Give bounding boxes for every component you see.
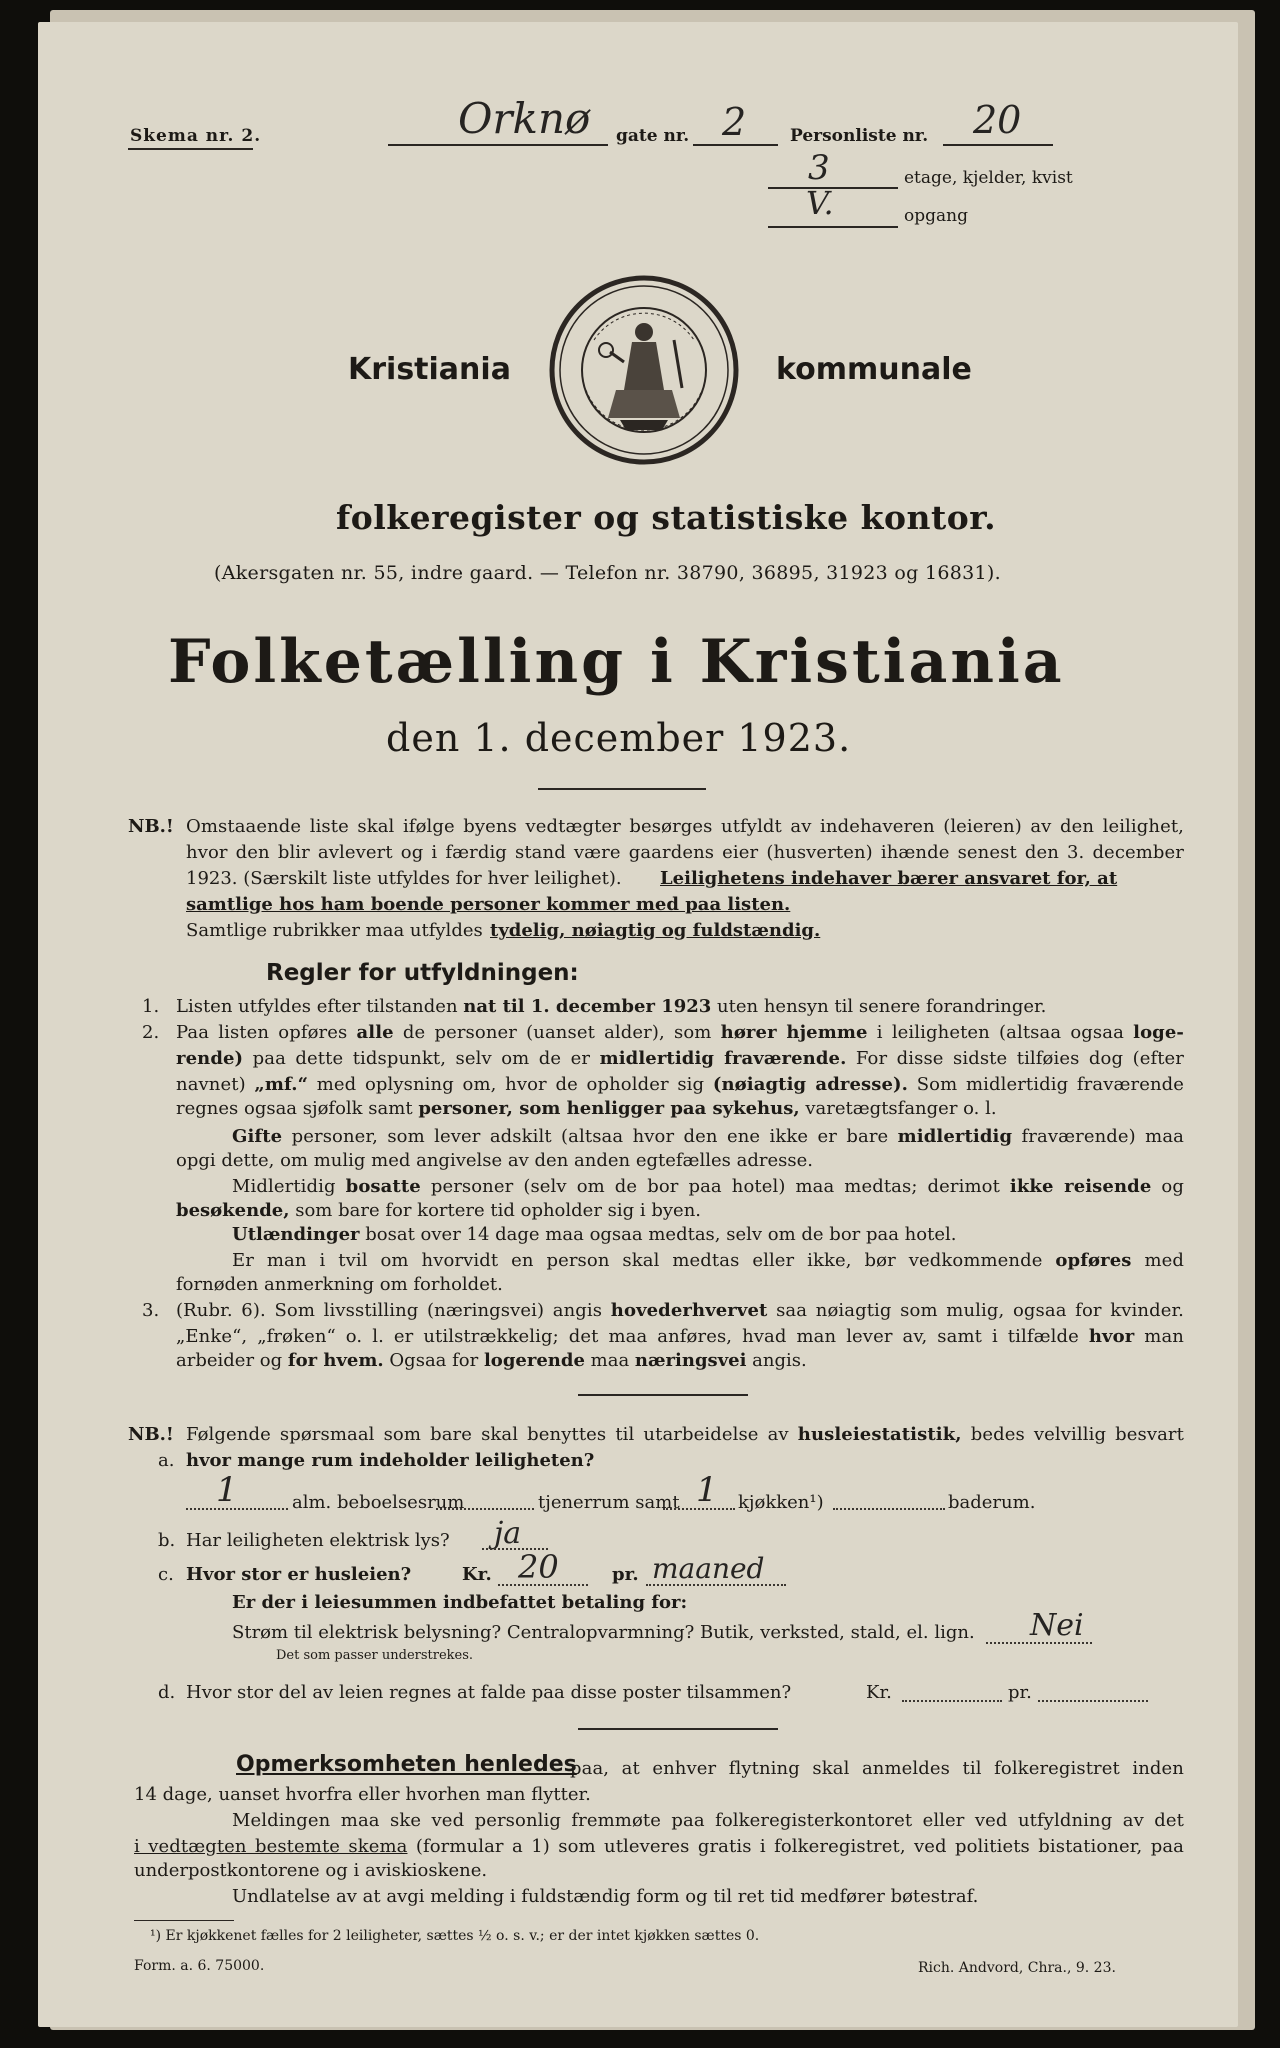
r2l1b: alle bbox=[356, 1022, 394, 1043]
r2l3b: „mf.“ bbox=[254, 1074, 309, 1095]
opgang-label: opgang bbox=[904, 206, 968, 226]
kristiania-seal bbox=[524, 270, 764, 470]
nb2-line-1 bbox=[186, 1422, 1184, 1448]
r2l3d: (nøiagtig adresse). bbox=[712, 1074, 909, 1095]
rule-1c: uten hensyn til senere forandringer. bbox=[717, 996, 1047, 1017]
nb1-line-3b: Leilighetens indehaver bærer ansvaret for, at bbox=[660, 868, 1118, 889]
r3l3d: logerende bbox=[483, 1350, 585, 1371]
nb-label-1: NB.! bbox=[128, 816, 174, 837]
bad-label: baderum. bbox=[948, 1492, 1036, 1513]
notice-l4a: i vedtægten bestemte skema bbox=[134, 1836, 408, 1857]
r2l8a: besøkende, bbox=[176, 1200, 290, 1221]
q-c-note: Det som passer understrekes. bbox=[276, 1648, 474, 1663]
r2l5a: Gifte bbox=[232, 1126, 283, 1147]
r2l10a: Er man i tvil om hvorvidt en person skal medtas eller ikke, bør vedkommende bbox=[232, 1250, 1043, 1271]
r3l2c: man bbox=[1144, 1326, 1184, 1347]
q-c-items: Strøm til elektrisk belysning? Centralopvarmning? Butik, verksted, stald, el. lign. bbox=[232, 1622, 975, 1643]
rules-heading: Regler for utfyldningen: bbox=[266, 960, 579, 986]
r3l3b: for hvem. bbox=[287, 1350, 384, 1371]
rule-2-number: 2. bbox=[142, 1022, 160, 1043]
census-form bbox=[38, 22, 1238, 2027]
r3l1b: hovederhvervet bbox=[610, 1300, 768, 1321]
r2l9a: Utlændinger bbox=[232, 1224, 360, 1245]
r2l10c: med bbox=[1144, 1250, 1184, 1271]
office-address: (Akersgaten nr. 55, indre gaard. — Telefon nr. 38790, 36895, 31923 og 16831). bbox=[214, 562, 1001, 584]
personliste-label: Personliste nr. bbox=[790, 126, 929, 146]
r2l1a: Paa listen opføres bbox=[176, 1022, 348, 1043]
rum-label: alm. beboelsesrum bbox=[292, 1492, 465, 1513]
r3l3g: angis. bbox=[752, 1350, 807, 1371]
r2l7a: Midlertidig bbox=[232, 1176, 336, 1197]
rule-3-line-3 bbox=[176, 1350, 807, 1371]
street-handwritten: Orknø bbox=[458, 94, 591, 143]
notice-line-3: Meldingen maa ske ved personlig fremmøte paa folkeregisterkontoret eller ved utfyldning av det bbox=[232, 1810, 1184, 1831]
d-pr-label: pr. bbox=[1008, 1682, 1032, 1703]
q-c-question: Hvor stor er husleien? bbox=[186, 1564, 412, 1585]
r2l4a: regnes ogsaa sjøfolk samt bbox=[176, 1098, 413, 1119]
r2l7b: bosatte bbox=[345, 1176, 421, 1197]
husleie-kr-label: Kr. bbox=[462, 1564, 492, 1585]
notice-l4b: (formular a 1) som utleveres gratis i folkeregistret, ved politiets bistationer, paa bbox=[415, 1836, 1184, 1857]
r2l1d: hører hjemme bbox=[720, 1022, 868, 1043]
r3l3c: Ogsaa for bbox=[389, 1350, 479, 1371]
r3l2a: „Enke“, „frøken“ o. l. er utilstrækkelig; det maa anføres, hvad man lever av, samt i tilfælde bbox=[176, 1326, 1079, 1347]
r2l2d: For disse sidste tilføies dog (efter bbox=[855, 1048, 1184, 1069]
r2l3e: Som midlertidig fraværende bbox=[916, 1074, 1185, 1095]
r2l3a: navnet) bbox=[176, 1074, 246, 1095]
rule-2-line-1 bbox=[176, 1020, 1184, 1046]
r2l1e: i leiligheten (altsaa ogsaa bbox=[876, 1022, 1124, 1043]
r2l2c: midlertidig fraværende. bbox=[599, 1048, 847, 1069]
r2l5b: personer, som lever adskilt (altsaa hvor den ene ikke er bare bbox=[291, 1126, 889, 1147]
skema-label: Skema nr. 2. bbox=[130, 126, 262, 146]
rule-3-number: 3. bbox=[142, 1300, 160, 1321]
footnote: ¹) Er kjøkkenet fælles for 2 leiligheter, sættes ½ o. s. v.; er der intet kjøkken sættes 0. bbox=[150, 1928, 760, 1944]
tjener-label: tjenerrum samt bbox=[538, 1492, 680, 1513]
r2l4b: personer, som henligger paa sykehus, bbox=[418, 1098, 800, 1119]
nb1-line-5b: tydelig, nøiagtig og fuldstændig. bbox=[490, 920, 821, 941]
r2l1c: de personer (uanset alder), som bbox=[402, 1022, 712, 1043]
personliste-handwritten: 20 bbox=[973, 98, 1022, 142]
opgang-handwritten: V. bbox=[806, 184, 834, 222]
rule-2-line-8 bbox=[176, 1200, 701, 1221]
husleie-amount-handwritten: 20 bbox=[518, 1548, 559, 1586]
rum-handwritten: 1 bbox=[216, 1470, 238, 1510]
q-b-label: b. bbox=[158, 1530, 176, 1551]
r2l9b: bosat over 14 dage maa ogsaa medtas, selv om de bor paa hotel. bbox=[365, 1224, 957, 1245]
kjokken-handwritten: 1 bbox=[696, 1470, 718, 1510]
c-items-handwritten: Nei bbox=[1030, 1608, 1084, 1643]
street-line bbox=[388, 144, 608, 146]
rule-2-line-6: opgi dette, om mulig med angivelse av den anden egtefælles adresse. bbox=[176, 1150, 813, 1171]
q-a-question: hvor mange rum indeholder leiligheten? bbox=[186, 1450, 595, 1471]
nb2l1b: husleiestatistik, bbox=[797, 1424, 962, 1445]
r2l2b: paa dette tidspunkt, selv om de er bbox=[252, 1048, 591, 1069]
r3l1a: (Rubr. 6). Som livsstilling (næringsvei) angis bbox=[176, 1300, 603, 1321]
notice-line-5: underpostkontorene og i aviskioskene. bbox=[134, 1860, 488, 1881]
kristiania-word: Kristiania bbox=[348, 352, 511, 387]
nb2l1c: bedes velvillig besvart bbox=[970, 1424, 1184, 1445]
r2l5c: midlertidig bbox=[897, 1126, 1013, 1147]
notice-line-1: paa, at enhver flytning skal anmeldes til folkeregistret inden bbox=[570, 1758, 1184, 1779]
rule-1a: Listen utfyldes efter tilstanden bbox=[176, 996, 458, 1017]
rule-2-line-4 bbox=[176, 1098, 997, 1119]
d-kr-label: Kr. bbox=[866, 1682, 892, 1703]
rule-3-line-2 bbox=[176, 1324, 1184, 1350]
etage-handwritten: 3 bbox=[808, 148, 830, 188]
r2l2a: rende) bbox=[176, 1048, 244, 1069]
r3l3e: maa bbox=[590, 1350, 630, 1371]
r3l1c: saa nøiagtig som mulig, ogsaa for kvinder. bbox=[776, 1300, 1184, 1321]
r2l5d: fraværende) maa bbox=[1021, 1126, 1184, 1147]
notice-line-4 bbox=[134, 1834, 1184, 1860]
q-d-question: Hvor stor del av leien regnes at falde paa disse poster tilsammen? bbox=[186, 1682, 792, 1703]
q-c-subquestion: Er der i leiesummen indbefattet betaling for: bbox=[232, 1592, 688, 1613]
notice-line-2: 14 dage, uanset hvorfra eller hvorhen man flytter. bbox=[134, 1784, 591, 1805]
nb1-line-5a: Samtlige rubrikker maa utfyldes bbox=[186, 920, 483, 941]
rule-3-line-1 bbox=[176, 1298, 1184, 1324]
gate-label: gate nr. bbox=[616, 126, 690, 146]
r3l2b: hvor bbox=[1088, 1326, 1135, 1347]
r2l10b: opføres bbox=[1055, 1250, 1132, 1271]
lys-handwritten: ja bbox=[494, 1516, 522, 1551]
r2l1f: loge- bbox=[1133, 1022, 1184, 1043]
r2l3c: med oplysning om, hvor de opholder sig bbox=[316, 1074, 705, 1095]
notice-line-6: Undlatelse av at avgi melding i fuldstændig form og til ret tid medfører bøtestraf. bbox=[232, 1886, 979, 1907]
notice-heading: Opmerksomheten henledes bbox=[236, 1752, 577, 1777]
form-number: Form. a. 6. 75000. bbox=[134, 1958, 265, 1974]
nb1-line-3a: 1923. (Særskilt liste utfyldes for hver leilighet). bbox=[186, 868, 622, 889]
kjokken-label: kjøkken¹) bbox=[738, 1492, 824, 1513]
rule-2-line-10 bbox=[232, 1248, 1184, 1274]
rule-2-line-7 bbox=[232, 1174, 1184, 1200]
kommunale-word: kommunale bbox=[776, 352, 972, 387]
printer-imprint: Rich. Andvord, Chra., 9. 23. bbox=[918, 1960, 1116, 1976]
rule-2-line-11: fornøden anmerkning om forholdet. bbox=[176, 1274, 503, 1295]
r3l3a: arbeider og bbox=[176, 1350, 283, 1371]
main-title: Folketælling i Kristiania bbox=[168, 627, 1065, 697]
husleie-pr-label: pr. bbox=[612, 1564, 639, 1585]
r2l7d: ikke reisende bbox=[1009, 1176, 1152, 1197]
rule-2-line-2 bbox=[176, 1046, 1184, 1072]
office-name: folkeregister og statistiske kontor. bbox=[336, 498, 997, 537]
q-c-label: c. bbox=[158, 1564, 174, 1585]
nb1-line-1: Omstaaende liste skal ifølge byens vedtægter besørges utfyldt av indehaveren (leieren) av den leilighet, bbox=[186, 816, 1184, 837]
r2l7e: og bbox=[1161, 1176, 1184, 1197]
rule-2-line-9 bbox=[232, 1224, 956, 1245]
r2l7c: personer (selv om de bor paa hotel) maa medtas; derimot bbox=[430, 1176, 1000, 1197]
rule-2-line-5 bbox=[232, 1124, 1184, 1150]
title-date: den 1. december 1923. bbox=[386, 716, 852, 760]
etage-label: etage, kjelder, kvist bbox=[904, 168, 1073, 188]
nb2l1a: Følgende spørsmaal som bare skal benyttes til utarbeidelse av bbox=[186, 1424, 789, 1445]
rule-1b: nat til 1. december 1923 bbox=[463, 996, 712, 1017]
nb1-line-4: samtlige hos ham boende personer kommer med paa listen. bbox=[186, 894, 791, 915]
q-d-label: d. bbox=[158, 1682, 176, 1703]
rule-1-number: 1. bbox=[142, 996, 160, 1017]
nb1-line-2: hvor den blir avlevert og i færdig stand være gaardens eier (husverten) ihænde senest den 3. december bbox=[186, 842, 1184, 863]
rule-1 bbox=[176, 996, 1046, 1017]
nb-label-2: NB.! bbox=[128, 1424, 174, 1445]
q-b-question: Har leiligheten elektrisk lys? bbox=[186, 1530, 450, 1551]
r3l3f: næringsvei bbox=[634, 1350, 747, 1371]
rule-2-line-3 bbox=[176, 1072, 1184, 1098]
gate-handwritten: 2 bbox=[722, 100, 747, 144]
r2l8b: som bare for kortere tid opholder sig i byen. bbox=[295, 1200, 702, 1221]
r2l4c: varetægtsfanger o. l. bbox=[805, 1098, 997, 1119]
q-a-label: a. bbox=[158, 1450, 175, 1471]
husleie-period-handwritten: maaned bbox=[652, 1552, 765, 1585]
